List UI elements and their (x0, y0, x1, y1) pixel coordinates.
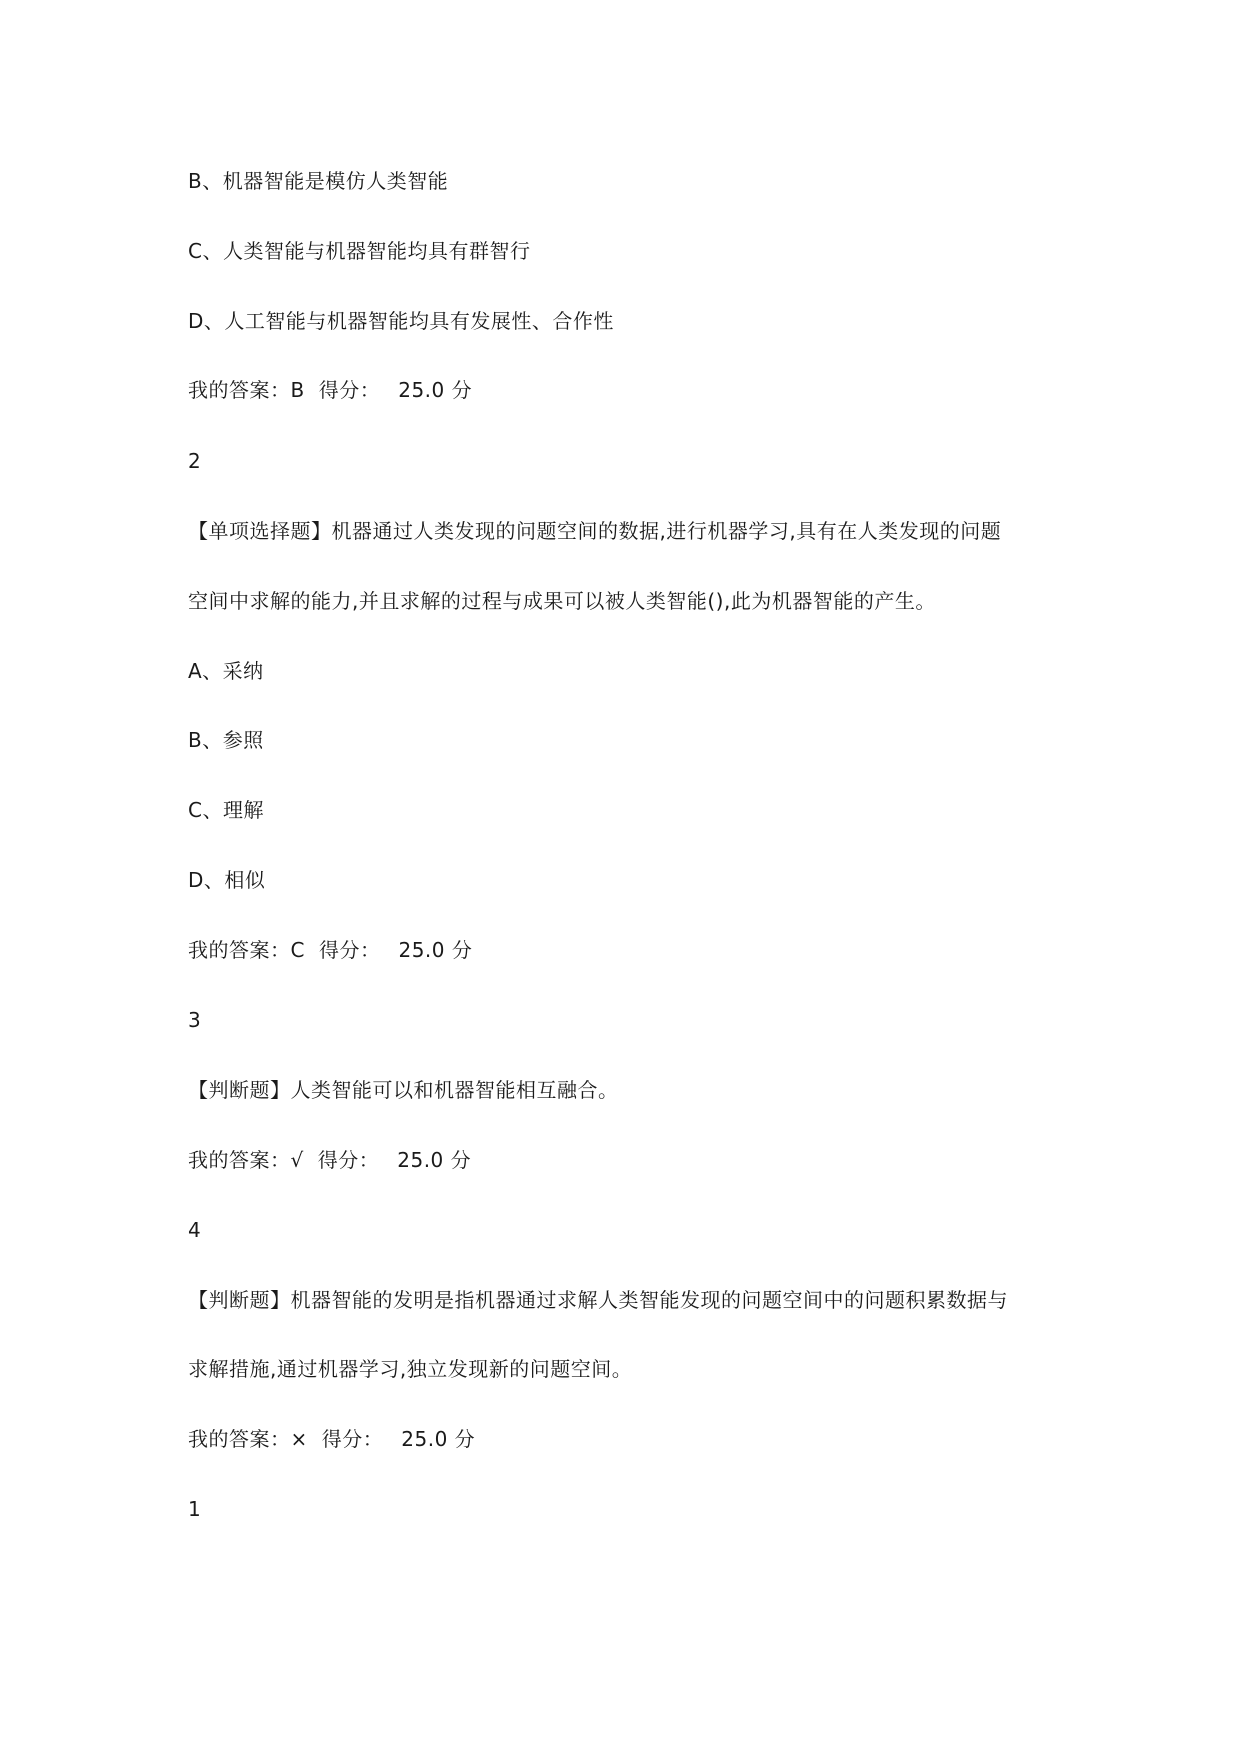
q2-number: 2 (188, 449, 202, 473)
q2-option-a: A、采纳 (188, 659, 264, 683)
q3-score-value: 25.0 分 (397, 1148, 472, 1172)
q2-stem-line2: 空间中求解的能力,并且求解的过程与成果可以被人类智能(),此为机器智能的产生。 (188, 589, 936, 613)
q2-stem-line1: 【单项选择题】机器通过人类发现的问题空间的数据,进行机器学习,具有在人类发现的问题 (188, 519, 1002, 543)
next-number: 1 (188, 1497, 202, 1521)
q1-score-label: 得分： (318, 378, 381, 402)
q3-number: 3 (188, 1008, 202, 1032)
q3-score-label: 得分： (317, 1148, 380, 1172)
q1-option-d: D、人工智能与机器智能均具有发展性、合作性 (188, 309, 614, 333)
q1-score-value: 25.0 分 (398, 378, 473, 402)
q1-answer-label: 我的答案：B (188, 378, 305, 402)
q2-option-d: D、相似 (188, 868, 266, 892)
q2-score-value: 25.0 分 (398, 938, 473, 962)
q3-answer-row (188, 1146, 471, 1174)
q2-answer-row (188, 936, 472, 964)
q4-answer-row (188, 1425, 475, 1453)
q2-option-b: B、参照 (188, 728, 264, 752)
q3-stem: 【判断题】人类智能可以和机器智能相互融合。 (188, 1078, 619, 1102)
q2-option-c: C、理解 (188, 798, 264, 822)
q4-answer-label: 我的答案：× (188, 1427, 308, 1451)
q4-stem-line1: 【判断题】机器智能的发明是指机器通过求解人类智能发现的问题空间中的问题积累数据与 (188, 1288, 1008, 1312)
q4-score-label: 得分： (321, 1427, 384, 1451)
q1-answer-row (188, 376, 472, 404)
q1-option-c: C、人类智能与机器智能均具有群智行 (188, 239, 531, 263)
q4-score-value: 25.0 分 (401, 1427, 476, 1451)
q1-option-b: B、机器智能是模仿人类智能 (188, 169, 449, 193)
q2-answer-label: 我的答案：C (188, 938, 305, 962)
q4-stem-line2: 求解措施,通过机器学习,独立发现新的问题空间。 (188, 1357, 633, 1381)
q3-answer-label: 我的答案：√ (188, 1148, 304, 1172)
q2-score-label: 得分： (318, 938, 381, 962)
q4-number: 4 (188, 1218, 202, 1242)
